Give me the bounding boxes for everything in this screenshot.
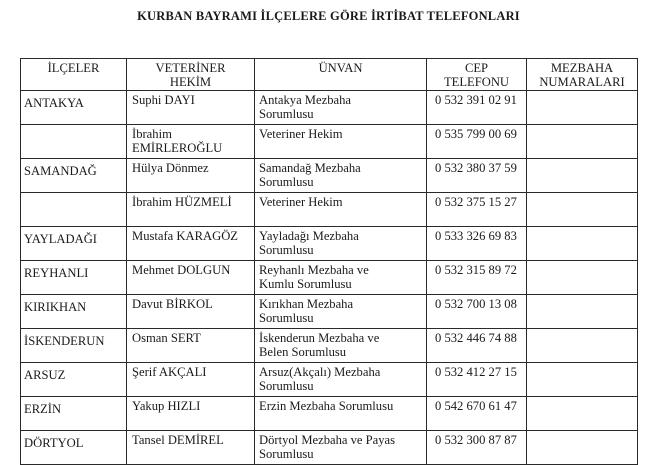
- header-cep-telefonu: CEP TELEFONU: [427, 59, 527, 91]
- cell-mezbaha-numaralari: [527, 431, 638, 465]
- cell-cep-telefonu: 0 532 315 89 72: [427, 261, 527, 295]
- table-row: [21, 261, 638, 295]
- cell-veteriner-hekim: Hülya Dönmez: [127, 159, 255, 193]
- cell-mezbaha-numaralari: [527, 91, 638, 125]
- cell-veteriner-hekim: Tansel DEMİREL: [127, 431, 255, 465]
- cell-mezbaha-numaralari: [527, 363, 638, 397]
- table-row: [21, 125, 638, 159]
- cell-cep-telefonu: 0 532 412 27 15: [427, 363, 527, 397]
- cell-veteriner-hekim: Yakup HIZLI: [127, 397, 255, 431]
- cell-ilce: [21, 125, 127, 159]
- cell-ilce: ARSUZ: [21, 363, 127, 397]
- cell-ilce: SAMANDAĞ: [21, 159, 127, 193]
- cell-mezbaha-numaralari: [527, 227, 638, 261]
- cell-cep-telefonu: 0 533 326 69 83: [427, 227, 527, 261]
- table-row: [21, 329, 638, 363]
- cell-unvan: İskenderun Mezbaha ve Belen Sorumlusu: [255, 329, 427, 363]
- table-row: [21, 431, 638, 465]
- cell-ilce: REYHANLI: [21, 261, 127, 295]
- cell-unvan: Yayladağı Mezbaha Sorumlusu: [255, 227, 427, 261]
- cell-mezbaha-numaralari: [527, 261, 638, 295]
- cell-cep-telefonu: 0 532 446 74 88: [427, 329, 527, 363]
- cell-ilce: YAYLADAĞI: [21, 227, 127, 261]
- cell-veteriner-hekim: Davut BİRKOL: [127, 295, 255, 329]
- header-row: [21, 59, 638, 91]
- cell-cep-telefonu: 0 535 799 00 69: [427, 125, 527, 159]
- cell-mezbaha-numaralari: [527, 193, 638, 227]
- contact-table: [20, 58, 638, 465]
- cell-unvan: Samandağ Mezbaha Sorumlusu: [255, 159, 427, 193]
- page-title: KURBAN BAYRAMI İLÇELERE GÖRE İRTİBAT TELEFONLARI: [137, 9, 520, 23]
- cell-ilce: ERZİN: [21, 397, 127, 431]
- cell-veteriner-hekim: Şerif AKÇALI: [127, 363, 255, 397]
- table-row: [21, 193, 638, 227]
- cell-mezbaha-numaralari: [527, 125, 638, 159]
- cell-unvan: Kırıkhan Mezbaha Sorumlusu: [255, 295, 427, 329]
- header-unvan: ÜNVAN: [255, 59, 427, 91]
- cell-cep-telefonu: 0 532 300 87 87: [427, 431, 527, 465]
- table-row: [21, 227, 638, 261]
- cell-cep-telefonu: 0 532 700 13 08: [427, 295, 527, 329]
- cell-veteriner-hekim: İbrahim EMİRLEROĞLU: [127, 125, 255, 159]
- cell-veteriner-hekim: Suphi DAYI: [127, 91, 255, 125]
- cell-unvan: Arsuz(Akçalı) Mezbaha Sorumlusu: [255, 363, 427, 397]
- cell-mezbaha-numaralari: [527, 329, 638, 363]
- cell-veteriner-hekim: Mustafa KARAGÖZ: [127, 227, 255, 261]
- table-body: [21, 91, 638, 465]
- cell-ilce: KIRIKHAN: [21, 295, 127, 329]
- cell-veteriner-hekim: Osman SERT: [127, 329, 255, 363]
- cell-ilce: ANTAKYA: [21, 91, 127, 125]
- table-row: [21, 397, 638, 431]
- header-ilce: İLÇELER: [21, 59, 127, 91]
- cell-ilce: [21, 193, 127, 227]
- cell-unvan: Erzin Mezbaha Sorumlusu: [255, 397, 427, 431]
- table-row: [21, 159, 638, 193]
- cell-unvan: Antakya Mezbaha Sorumlusu: [255, 91, 427, 125]
- cell-cep-telefonu: 0 532 391 02 91: [427, 91, 527, 125]
- header-mezbaha-numaralari: MEZBAHA NUMARALARI: [527, 59, 638, 91]
- cell-unvan: Veteriner Hekim: [255, 193, 427, 227]
- cell-mezbaha-numaralari: [527, 397, 638, 431]
- header-veteriner-hekim: VETERİNER HEKİM: [127, 59, 255, 91]
- table-row: [21, 295, 638, 329]
- cell-mezbaha-numaralari: [527, 159, 638, 193]
- cell-unvan: Dörtyol Mezbaha ve Payas Sorumlusu: [255, 431, 427, 465]
- cell-cep-telefonu: 0 542 670 61 47: [427, 397, 527, 431]
- cell-cep-telefonu: 0 532 380 37 59: [427, 159, 527, 193]
- cell-ilce: İSKENDERUN: [21, 329, 127, 363]
- cell-veteriner-hekim: İbrahim HÜZMELİ: [127, 193, 255, 227]
- cell-unvan: Reyhanlı Mezbaha ve Kumlu Sorumlusu: [255, 261, 427, 295]
- cell-mezbaha-numaralari: [527, 295, 638, 329]
- table-row: [21, 91, 638, 125]
- cell-ilce: DÖRTYOL: [21, 431, 127, 465]
- cell-veteriner-hekim: Mehmet DOLGUN: [127, 261, 255, 295]
- cell-cep-telefonu: 0 532 375 15 27: [427, 193, 527, 227]
- table-row: [21, 363, 638, 397]
- cell-unvan: Veteriner Hekim: [255, 125, 427, 159]
